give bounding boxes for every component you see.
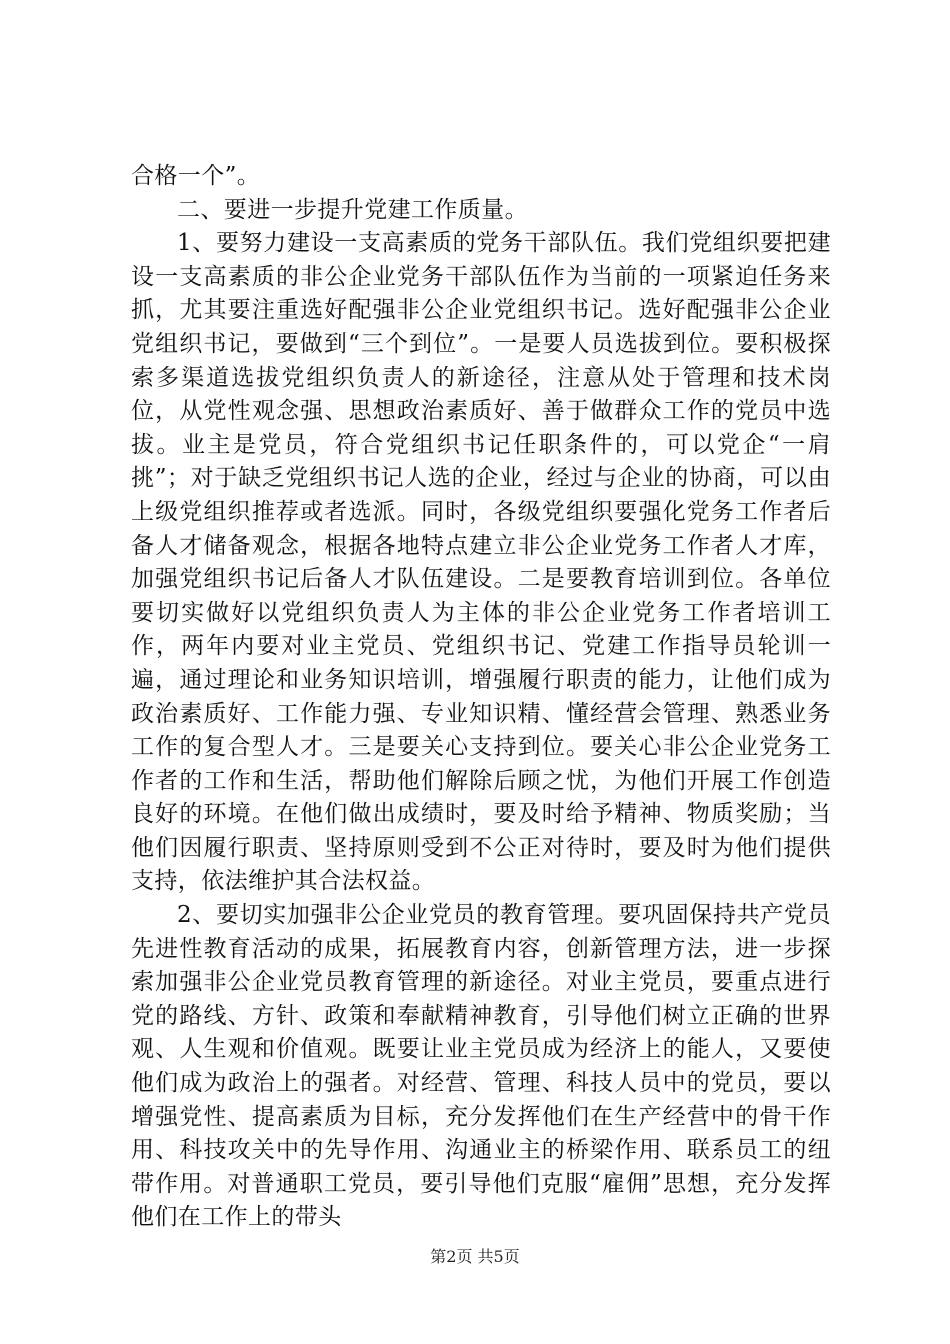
page-number-footer: 第2页 共5页 bbox=[430, 1247, 520, 1266]
document-body bbox=[131, 160, 831, 1235]
paragraph-member-education: 2、要切实加强非公企业党员的教育管理。要巩固保持共产党员先进性教育活动的成果，拓展教育内容，创新管理方法，进一步探索加强非公企业党员教育管理的新途径。对业主党员，要重点进行党的路线、方针、政策和奉献精神教育，引导他们树立正确的世界观、人生观和价值观。既要让业主党员成为经济上的能人，又要使他们成为政治上的强者。对经营、管理、科技人员中的党员，要以增强党性、提高素质为目标，充分发挥他们在生产经营中的骨干作用、科技攻关中的先导作用、沟通业主的桥梁作用、联系员工的纽带作用。对普通职工党员，要引导他们克服“雇佣”思想，充分发挥他们在工作上的带头 bbox=[131, 902, 831, 1231]
section-heading: 二、要进一步提升党建工作质量。 bbox=[177, 196, 528, 223]
paragraph-party-cadre: 1、要努力建设一支高素质的党务干部队伍。我们党组织要把建设一支高素质的非公企业党务干部队伍作为当前的一项紧迫任务来抓，尤其要注重选好配强非公企业党组织书记。选好配强非公企业党组织书记，要做到“三个到位”。一是要人员选拔到位。要积极探索多渠道选拔党组织负责人的新途径，注意从处于管理和技术岗位，从党性观念强、思想政治素质好、善于做群众工作的党员中选拔。业主是党员，符合党组织书记任职条件的，可以党企“一肩挑”；对于缺乏党组织书记人选的企业，经过与企业的协商，可以由上级党组织推荐或者选派。同时，各级党组织要强化党务工作者后备人才储备观念，根据各地特点建立非公企业党务工作者人才库，加强党组织书记后备人才队伍建设。二是要教育培训到位。各单位要切实做好以党组织负责人为主体的非公企业党务工作者培训工作，两年内要对业主党员、党组织书记、党建工作指导员轮训一遍，通过理论和业务知识培训，增强履行职责的能力，让他们成为政治素质好、工作能力强、专业知识精、懂经营会管理、熟悉业务工作的复合型人才。三是要关心支持到位。要关心非公企业党务工作者的工作和生活，帮助他们解除后顾之忧，为他们开展工作创造良好的环境。在他们做出成绩时，要及时给予精神、物质奖励；当他们因履行职责、坚持原则受到不公正对待时，要及时为他们提供支持，依法维护其合法权益。 bbox=[131, 230, 831, 895]
paragraph-continuation: 合格一个”。 bbox=[131, 163, 261, 189]
